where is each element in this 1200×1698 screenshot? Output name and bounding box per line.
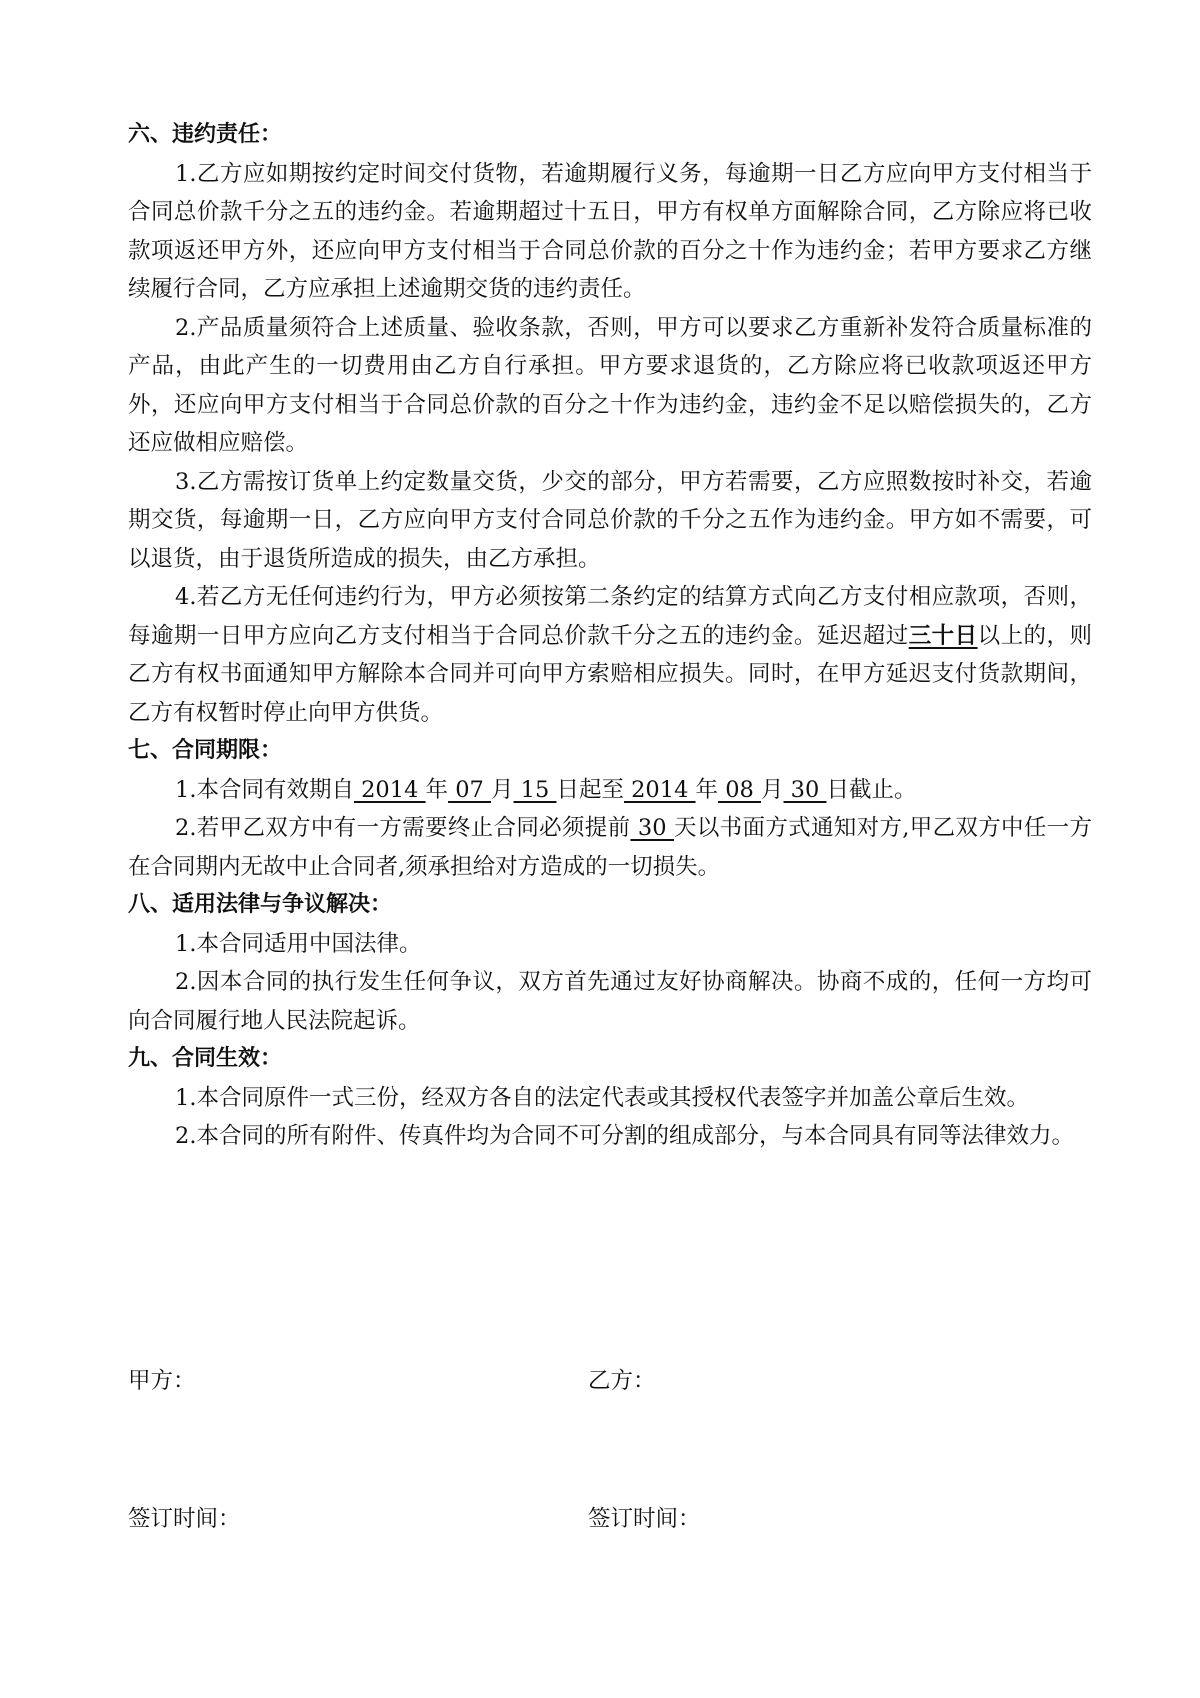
section-7-clause-1 xyxy=(128,771,1092,810)
section-6-title: 六、违约责任： xyxy=(128,122,283,147)
notice-days: 30 xyxy=(630,815,675,841)
section-9-title: 九、合同生效： xyxy=(128,1046,283,1071)
contract-body xyxy=(128,116,1092,1156)
section-8-title: 八、适用法律与争议解决： xyxy=(128,892,393,917)
clause-4-days: 三十日 xyxy=(908,622,978,649)
section-8-clause-1: 1.本合同适用中国法律。 xyxy=(175,930,422,957)
termination-text-a: 2.若甲乙双方中有一方需要终止合同必须提前 xyxy=(175,815,631,841)
section-8-clause-2: 2.因本合同的执行发生任何争议，双方首先通过友好协商解决。协商不成的，任何一方均可向合同履行地人民法院起诉。 xyxy=(128,969,1092,1034)
start-month: 07 xyxy=(448,776,491,803)
year-char-2: 年 xyxy=(695,776,719,803)
start-year: 2014 xyxy=(353,776,426,803)
start-day: 15 xyxy=(513,776,557,803)
section-7-title: 七、合同期限： xyxy=(128,738,283,763)
month-char-1: 月 xyxy=(491,776,514,803)
section-6-clause-4 xyxy=(128,578,1092,732)
term-text-a: 1.本合同有效期自 xyxy=(175,776,354,803)
section-6-clause-1: 1.乙方应如期按约定时间交付货物，若逾期履行义务，每逾期一日乙方应向甲方支付相当于合同总价款千分之五的违约金。若逾期超过十五日，甲方有权单方面解除合同，乙方除应将已收款项返还甲方外，还应向甲方支付相当于合同总价款的百分之十作为违约金；若甲方要求乙方继续履行合同，乙方应承担上述逾期交货的违约责任。 xyxy=(128,160,1092,302)
end-day: 30 xyxy=(783,776,827,803)
section-9-clause-1: 1.本合同原件一式三份，经双方各自的法定代表或其授权代表签字并加盖公章后生效。 xyxy=(175,1084,1029,1111)
clause-4-text-a: 4.若乙方无任何违约行为，甲方必须按第二条约定的结算方式向乙方支付相应款项，否则，每逾期一日甲方应向乙方支付相当于合同总价款千分之五的违约金。延迟超过 xyxy=(128,584,1092,649)
end-month: 08 xyxy=(718,776,761,803)
party-a-signature-label: 甲方： xyxy=(128,1368,196,1394)
month-char-2: 月 xyxy=(761,776,784,803)
end-year: 2014 xyxy=(623,776,696,803)
term-text-end: 日截止。 xyxy=(826,776,917,803)
section-9-clause-2: 2.本合同的所有附件、传真件均为合同不可分割的组成部分，与本合同具有同等法律效力。 xyxy=(175,1123,1074,1149)
section-7-clause-2 xyxy=(128,809,1092,886)
section-6-clause-3: 3.乙方需按订货单上约定数量交货，少交的部分，甲方若需要，乙方应照数按时补交，若逾期交货，每逾期一日，乙方应向甲方支付合同总价款的千分之五作为违约金。甲方如不需要，可以退货，由于退货所造成的损失，由乙方承担。 xyxy=(128,468,1092,572)
term-text-mid: 日起至 xyxy=(556,776,624,803)
section-6-clause-2: 2.产品质量须符合上述质量、验收条款，否则，甲方可以要求乙方重新补发符合质量标准的产品，由此产生的一切费用由乙方自行承担。甲方要求退货的，乙方除应将已收款项返还甲方外，还应向甲方支付相当于合同总价款的百分之十作为违约金，违约金不足以赔偿损失的，乙方还应做相应赔偿。 xyxy=(128,314,1092,456)
termination-text-b: 天以书面方式通知对方,甲乙双方中任一方在合同期内无故中止合同者,须承担给对方造成的一切损失。 xyxy=(128,815,1093,880)
year-char-1: 年 xyxy=(425,776,449,803)
party-b-signature-label: 乙方： xyxy=(588,1368,656,1394)
clause-4-text-b: 以上的，则乙方有权书面通知甲方解除本合同并可向甲方索赔相应损失。同时，在甲方延迟支付货款期间，乙方有权暂时停止向甲方供货。 xyxy=(128,622,1092,726)
party-a-date-label: 签订时间： xyxy=(128,1506,241,1532)
party-b-date-label: 签订时间： xyxy=(588,1506,701,1532)
